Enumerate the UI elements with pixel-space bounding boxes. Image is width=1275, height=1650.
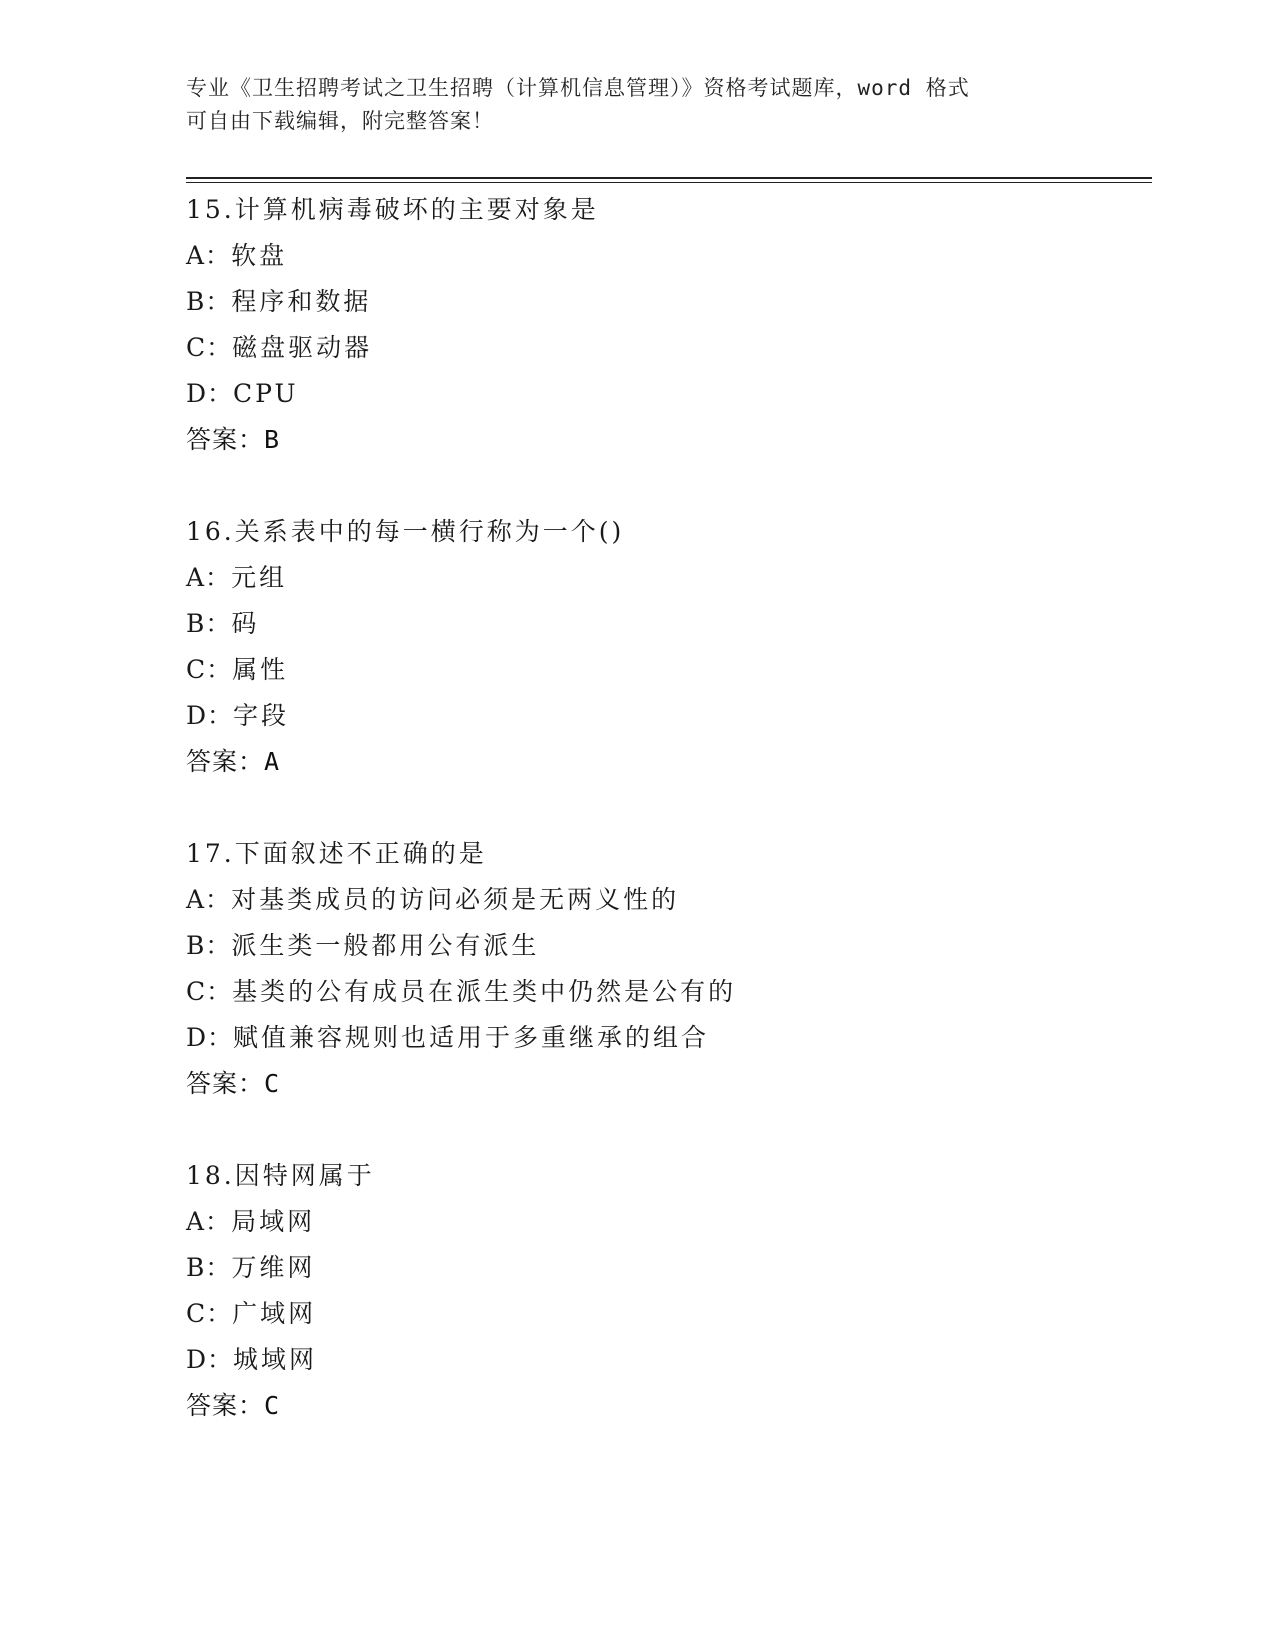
option-key: D： <box>186 379 234 408</box>
option-a <box>186 555 1152 601</box>
option-text: 属性 <box>232 655 289 684</box>
question-number: 18. <box>186 1161 235 1190</box>
option-key: C： <box>186 333 233 362</box>
option-text: 码 <box>231 609 260 638</box>
option-key: B： <box>186 931 232 960</box>
answer-line <box>186 739 1152 785</box>
option-d <box>186 371 1152 417</box>
option-text: 软盘 <box>231 241 288 270</box>
header-divider-thin <box>186 182 1152 183</box>
header-line-1: 专业《卫生招聘考试之卫生招聘（计算机信息管理）》资格考试题库，word 格式 <box>186 76 970 100</box>
option-text: 广域网 <box>232 1299 317 1328</box>
question-17 <box>186 831 1152 1107</box>
question-title <box>186 1153 1152 1199</box>
option-key: D： <box>186 1345 234 1374</box>
question-18 <box>186 1153 1152 1429</box>
answer-label: 答案： <box>186 1069 265 1098</box>
question-15 <box>186 187 1152 463</box>
question-text: 关系表中的每一横行称为一个() <box>234 517 625 546</box>
option-c <box>186 1291 1152 1337</box>
option-text: 局域网 <box>231 1207 316 1236</box>
option-c <box>186 969 1152 1015</box>
option-key: B： <box>186 287 232 316</box>
question-title <box>186 509 1152 555</box>
answer-label: 答案： <box>186 747 265 776</box>
question-title <box>186 187 1152 233</box>
option-key: D： <box>186 701 234 730</box>
option-text: 对基类成员的访问必须是无两义性的 <box>231 885 680 914</box>
question-16 <box>186 509 1152 785</box>
question-number: 16. <box>186 517 235 546</box>
option-text: 万维网 <box>231 1253 316 1282</box>
question-text: 因特网属于 <box>234 1161 375 1190</box>
option-text: CPU <box>233 379 299 408</box>
header-line-2: 可自由下载编辑，附完整答案！ <box>186 109 494 133</box>
option-key: A： <box>186 1207 232 1236</box>
answer-line <box>186 1061 1152 1107</box>
question-number: 15. <box>186 195 235 224</box>
option-key: A： <box>186 885 232 914</box>
option-d <box>186 1015 1152 1061</box>
answer-value: C <box>264 1069 281 1098</box>
option-c <box>186 647 1152 693</box>
question-list <box>186 187 1152 1475</box>
question-text: 下面叙述不正确的是 <box>234 839 487 868</box>
answer-line <box>186 417 1152 463</box>
option-key: D： <box>186 1023 234 1052</box>
question-title <box>186 831 1152 877</box>
option-key: B： <box>186 1253 232 1282</box>
option-b <box>186 923 1152 969</box>
question-text: 计算机病毒破坏的主要对象是 <box>234 195 599 224</box>
option-text: 基类的公有成员在派生类中仍然是公有的 <box>232 977 737 1006</box>
option-key: C： <box>186 655 233 684</box>
option-d <box>186 693 1152 739</box>
option-d <box>186 1337 1152 1383</box>
option-key: C： <box>186 977 233 1006</box>
answer-label: 答案： <box>186 425 265 454</box>
option-b <box>186 279 1152 325</box>
option-text: 元组 <box>231 563 288 592</box>
answer-value: B <box>264 425 281 454</box>
option-key: A： <box>186 241 232 270</box>
option-text: 磁盘驱动器 <box>232 333 373 362</box>
option-key: C： <box>186 1299 233 1328</box>
option-key: A： <box>186 563 232 592</box>
option-b <box>186 601 1152 647</box>
document-header <box>186 72 1066 138</box>
option-text: 赋值兼容规则也适用于多重继承的组合 <box>233 1023 710 1052</box>
answer-label: 答案： <box>186 1391 265 1420</box>
header-divider-thick <box>186 177 1152 179</box>
question-number: 17. <box>186 839 235 868</box>
option-text: 字段 <box>233 701 290 730</box>
option-a <box>186 1199 1152 1245</box>
answer-value: A <box>264 747 281 776</box>
option-a <box>186 233 1152 279</box>
option-a <box>186 877 1152 923</box>
answer-line <box>186 1383 1152 1429</box>
option-b <box>186 1245 1152 1291</box>
option-text: 程序和数据 <box>231 287 372 316</box>
option-c <box>186 325 1152 371</box>
option-text: 城域网 <box>233 1345 318 1374</box>
option-key: B： <box>186 609 232 638</box>
answer-value: C <box>264 1391 281 1420</box>
option-text: 派生类一般都用公有派生 <box>231 931 540 960</box>
